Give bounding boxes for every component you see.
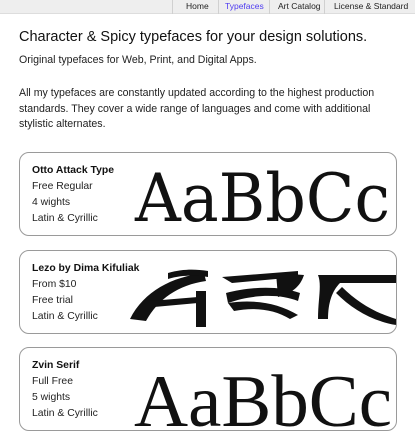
card-details [32, 163, 114, 227]
nav-typefaces-link[interactable]: Typefaces [225, 1, 264, 11]
card-weights: 5 wights [32, 392, 71, 403]
card-details [32, 261, 139, 325]
intro-paragraph: All my typefaces are constantly updated according to the highest production standards. They cover a wide range of languages and come with additional stylistic alternates. [19, 87, 375, 130]
page-subline: Original typefaces for Web, Print, and Digital Apps. [19, 54, 257, 66]
typeface-specimen-otto-attack [133, 159, 395, 231]
nav-divider [218, 0, 219, 14]
card-details [32, 358, 98, 422]
card-title: Lezo by Dima Kifuliak [32, 263, 140, 274]
typeface-card-zvin-serif[interactable] [19, 347, 397, 431]
lezo-glyph-a [130, 270, 208, 327]
nav-divider [324, 0, 325, 14]
card-price: Free Regular [32, 181, 93, 192]
nav-license-link[interactable]: License & Standard [334, 1, 409, 11]
page-headline: Character & Spicy typefaces for your design solutions. [19, 29, 368, 45]
nav-home-link[interactable]: Home [186, 1, 209, 11]
card-weights: 4 wights [32, 197, 71, 208]
nav-divider [269, 0, 270, 14]
typeface-card-otto-attack[interactable] [19, 152, 397, 236]
typeface-card-lezo[interactable] [19, 250, 397, 334]
lezo-glyph-b [222, 271, 304, 319]
card-title: Zvin Serif [32, 360, 80, 371]
specimen-text: AaBbCc [134, 160, 390, 231]
card-scripts: Latin & Cyrillic [32, 408, 98, 419]
nav-divider [172, 0, 173, 14]
typeface-specimen-zvin-serif [132, 352, 397, 431]
card-title: Otto Attack Type [32, 165, 114, 176]
lezo-glyph-c [318, 275, 396, 325]
top-navigation [0, 0, 415, 14]
card-scripts: Latin & Cyrillic [32, 213, 98, 224]
nav-art-catalog-link[interactable]: Art Catalog [278, 1, 321, 11]
card-price: Full Free [32, 376, 73, 387]
specimen-text: AaBbCc [134, 361, 392, 431]
card-scripts: Latin & Cyrillic [32, 311, 98, 322]
typeface-specimen-lezo [128, 263, 396, 329]
card-trial: Free trial [32, 295, 73, 306]
card-price: From $10 [32, 279, 77, 290]
